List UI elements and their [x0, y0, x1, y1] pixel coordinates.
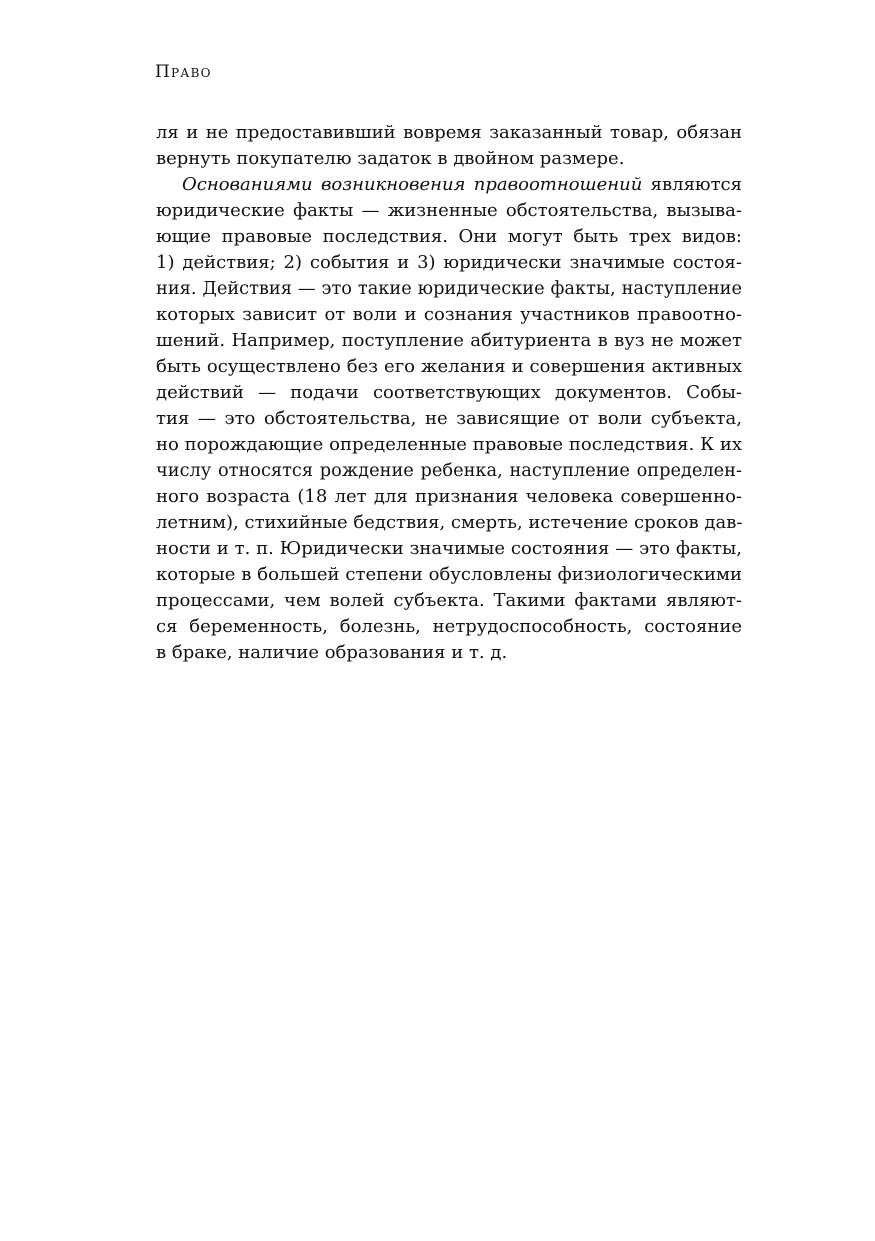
text-line: юридические факты — жизненные обстоятельства, вызыва-: [156, 200, 742, 221]
text-line: ля и не предоставивший вовремя заказанный товар, обязан: [156, 122, 742, 143]
italic-term: Основаниями возникновения правоотношений: [182, 174, 643, 195]
text-line: ся беременность, болезнь, нетрудоспособность, состояние: [156, 616, 742, 637]
text-line: быть осуществлено без его желания и совершения активных: [156, 356, 742, 377]
text-line: но порождающие определенные правовые последствия. К их: [156, 434, 742, 455]
text-line: [156, 172, 742, 198]
text-line: ности и т. п. Юридически значимые состояния — это факты,: [156, 538, 742, 559]
text-line: шений. Например, поступление абитуриента в вуз не может: [156, 330, 742, 351]
text-line: процессами, чем волей субъекта. Такими фактами являют-: [156, 590, 742, 611]
text-line: которые в большей степени обусловлены физиологическими: [156, 564, 742, 585]
text-line: числу относятся рождение ребенка, наступление определен-: [156, 461, 742, 481]
text-line: ющие правовые последствия. Они могут быть трех видов:: [156, 226, 742, 247]
text-line: летним), стихийные бедствия, смерть, истечение сроков дав-: [156, 512, 743, 533]
text-line: в браке, наличие образования и т. д.: [156, 642, 508, 663]
text-line: вернуть покупателю задаток в двойном размере.: [156, 148, 625, 169]
body-text: [156, 120, 742, 666]
text-line: тия — это обстоятельства, не зависящие от воли субъекта,: [156, 408, 742, 429]
text-line: ного возраста (18 лет для признания человека совершенно-: [156, 486, 742, 507]
text-fragment: являются: [642, 174, 742, 195]
text-line: действий — подачи соответствующих документов. Собы-: [156, 382, 742, 403]
running-head-title: Право: [155, 62, 212, 82]
text-line: 1) действия; 2) события и 3) юридически значимые состоя-: [156, 252, 742, 273]
text-line: которых зависит от воли и сознания участников правоотно-: [156, 304, 742, 325]
text-line: ния. Действия — это такие юридические факты, наступление: [156, 279, 742, 299]
